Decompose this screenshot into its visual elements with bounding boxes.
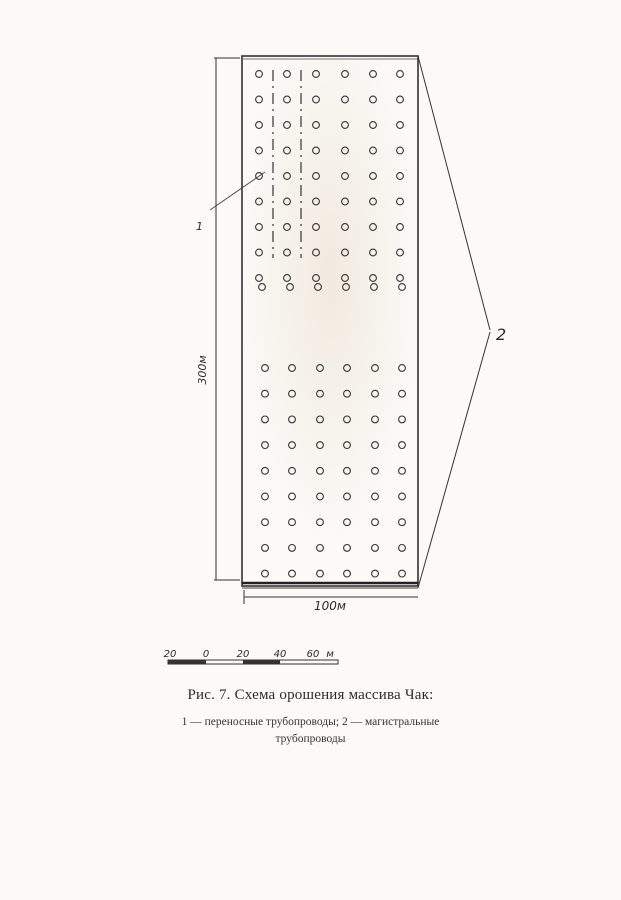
scale-bar-segment bbox=[168, 660, 206, 664]
legend-line: трубопроводы bbox=[275, 733, 346, 745]
scale-tick-label: 60 bbox=[306, 649, 320, 660]
leader-line-2-top bbox=[418, 56, 490, 330]
scale-tick-label: 0 bbox=[202, 649, 210, 660]
scale-tick-label: 40 bbox=[273, 649, 287, 660]
scale-bar bbox=[164, 649, 338, 664]
scale-bar-segment bbox=[243, 660, 280, 664]
figure-caption-title: Рис. 7. Схема орошения массива Чак: bbox=[187, 687, 434, 703]
scale-tick-label: 20 bbox=[163, 649, 177, 660]
label-1: 1 bbox=[196, 220, 203, 233]
scale-unit-label: м bbox=[326, 649, 334, 660]
length-label: 300м bbox=[196, 355, 209, 385]
figure-caption-legend bbox=[0, 714, 621, 748]
label-2: 2 bbox=[496, 325, 507, 344]
legend-line: 1 — переносные трубопроводы; 2 — магистральные bbox=[181, 716, 440, 728]
scale-tick-label: 20 bbox=[236, 649, 250, 660]
leader-line-2-bottom bbox=[418, 332, 490, 588]
width-label: 100м bbox=[314, 599, 346, 613]
